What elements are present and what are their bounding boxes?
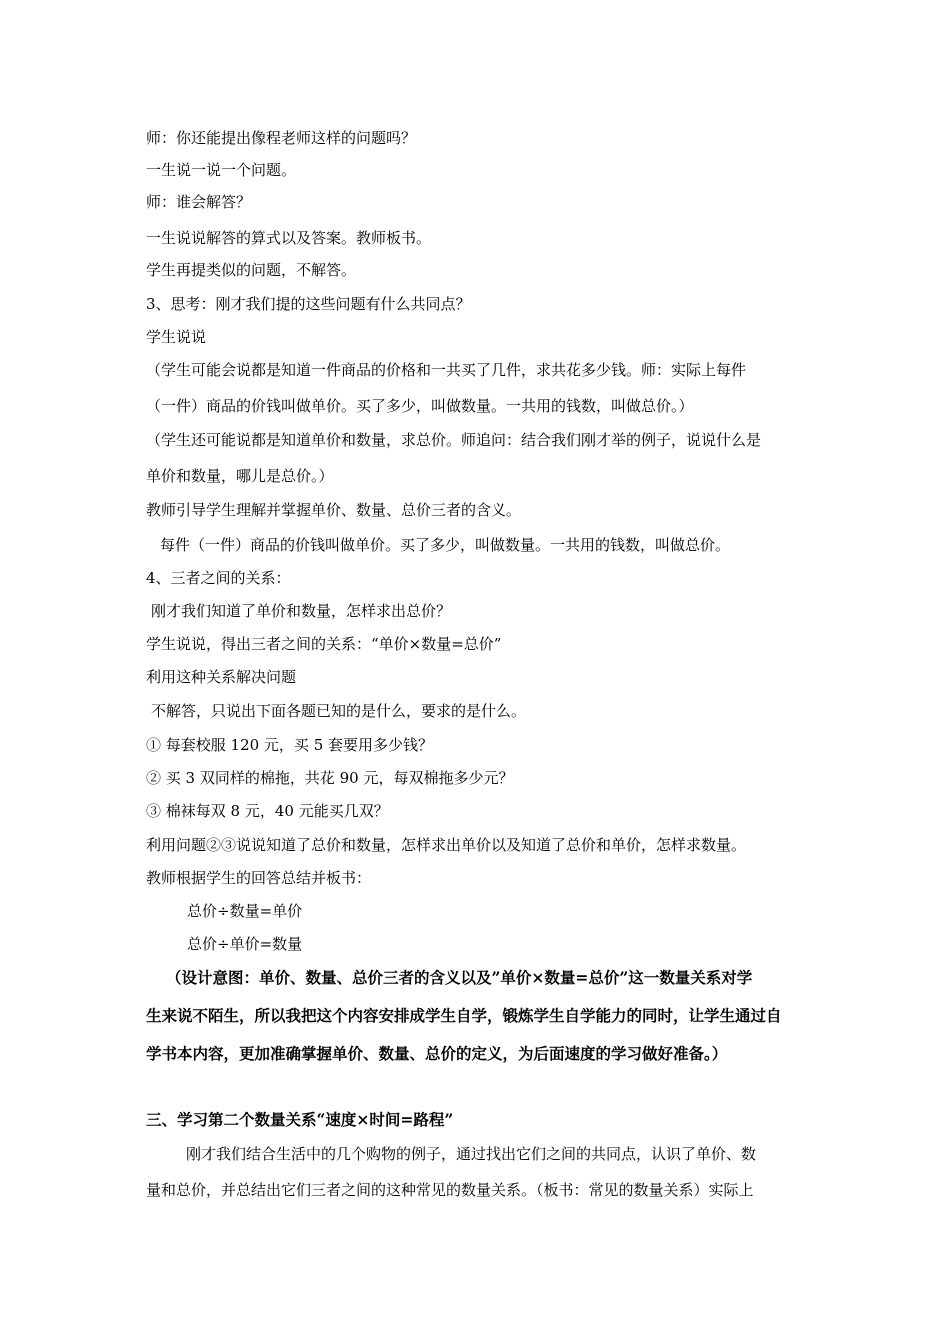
text-line: （学生还可能说都是知道单价和数量，求总价。师追问：结合我们刚才举的例子，说说什么是 xyxy=(146,431,762,449)
text-line: 师：你还能提出像程老师这样的问题吗？ xyxy=(146,129,417,147)
text-line: 单价和数量，哪儿是总价。） xyxy=(146,467,334,485)
list-item: ③ 棉袜每双 8 元，40 元能买几双？ xyxy=(146,802,389,820)
text-line: 学生说说，得出三者之间的关系：“单价×数量=总价” xyxy=(146,635,502,653)
list-item: ① 每套校服 120 元，买 5 套要用多少钱？ xyxy=(146,736,434,754)
text-line: 教师根据学生的回答总结并板书： xyxy=(146,869,372,887)
text-line: 量和总价，并总结出它们三者之间的这种常见的数量关系。（板书：常见的数量关系）实际上 xyxy=(146,1181,754,1199)
section-heading-4: 4、三者之间的关系： xyxy=(146,569,291,587)
text-line: （学生可能会说都是知道一件商品的价格和一共买了几件，求共花多少钱。师：实际上每件 xyxy=(146,361,747,379)
text-line: （一件）商品的价钱叫做单价。买了多少，叫做数量。一共用的钱数，叫做总价。） xyxy=(146,397,694,415)
text-line: 师：谁会解答？ xyxy=(146,193,252,211)
text-line: 利用这种关系解决问题 xyxy=(146,668,297,686)
text-line: 不解答，只说出下面各题已知的是什么，要求的是什么。 xyxy=(151,702,527,720)
text-line: 刚才我们结合生活中的几个购物的例子，通过找出它们之间的共同点，认识了单价、数 xyxy=(186,1145,757,1163)
formula-line: 总价÷数量=单价 xyxy=(187,902,303,920)
list-item: ② 买 3 双同样的棉拖，共花 90 元，每双棉拖多少元？ xyxy=(146,769,514,787)
design-intent-line: 生来说不陌生，所以我把这个内容安排成学生自学，锻炼学生自学能力的同时，让学生通过自 xyxy=(146,1006,782,1025)
text-line: 一生说说解答的算式以及答案。教师板书。 xyxy=(146,229,432,247)
text-line: 利用问题②③说说知道了总价和数量，怎样求出单价以及知道了总价和单价，怎样求数量。 xyxy=(146,836,747,854)
section-heading-three: 三、学习第二个数量关系“速度×时间=路程” xyxy=(146,1110,454,1129)
design-intent-line: 学书本内容，更加准确掌握单价、数量、总价的定义，为后面速度的学习做好准备。） xyxy=(146,1044,728,1063)
design-intent-line: （设计意图：单价、数量、总价三者的含义以及”单价×数量=总价”这一数量关系对学 xyxy=(166,968,753,987)
formula-line: 总价÷单价=数量 xyxy=(187,935,303,953)
text-line: 教师引导学生理解并掌握单价、数量、总价三者的含义。 xyxy=(146,501,522,519)
text-line: 刚才我们知道了单价和数量，怎样求出总价？ xyxy=(151,602,452,620)
text-line: 学生再提类似的问题，不解答。 xyxy=(146,261,357,279)
section-heading-3: 3、思考：刚才我们提的这些问题有什么共同点？ xyxy=(146,295,471,313)
text-line: 一生说一说一个问题。 xyxy=(146,161,297,179)
text-line: 学生说说 xyxy=(146,328,207,346)
definition-line: 每件（一件）商品的价钱叫做单价。买了多少，叫做数量。一共用的钱数，叫做总价。 xyxy=(160,536,731,554)
